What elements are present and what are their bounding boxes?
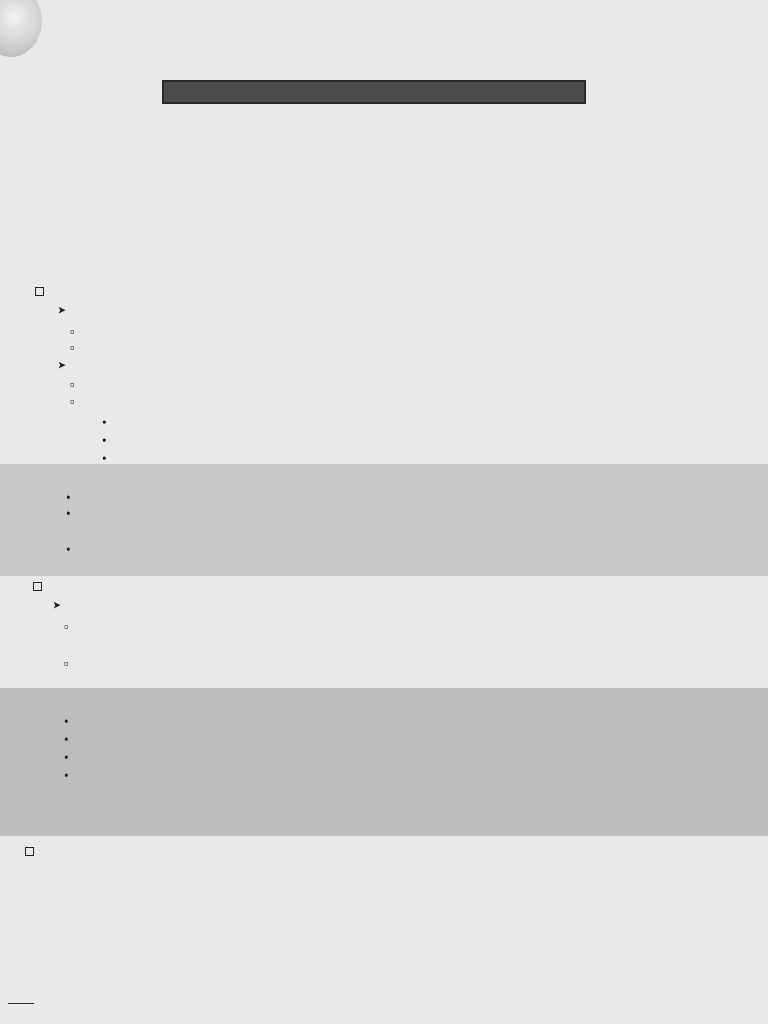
list-item: • [66,542,74,557]
mezo-heading [33,578,50,594]
list-item: ▫ [70,324,82,339]
shaded-band-soarele [0,688,768,836]
list-item: • [102,415,110,430]
list-item: ▫ [64,619,76,634]
list-item: • [64,714,72,729]
list-item: • [102,433,110,448]
triangle-bullet-icon: ➤ [58,360,66,370]
list-item: ▫ [70,340,82,355]
chapter-title [162,80,586,104]
macro-heading [35,283,52,299]
checkbox-square-icon [33,582,42,591]
list-item: ▫ [70,377,82,392]
list-item: • [64,750,72,765]
list-item: ▫ [64,656,76,671]
list-item: • [66,506,74,521]
page-number-rule [8,1003,34,1004]
list-item: ▫ [70,394,82,409]
stelele-heading [53,597,65,613]
list-item: • [102,451,110,466]
triangle-bullet-icon: ➤ [53,600,61,610]
triangle-bullet-icon: ➤ [58,305,66,315]
checkbox-square-icon [35,287,44,296]
galaxiile-heading [58,357,70,373]
nebuloase-heading [58,302,70,318]
list-item: • [64,732,72,747]
list-item: • [66,490,74,505]
micro-line [25,843,42,859]
list-item: • [64,768,72,783]
checkbox-square-icon [25,847,34,856]
corner-decoration [0,0,42,57]
